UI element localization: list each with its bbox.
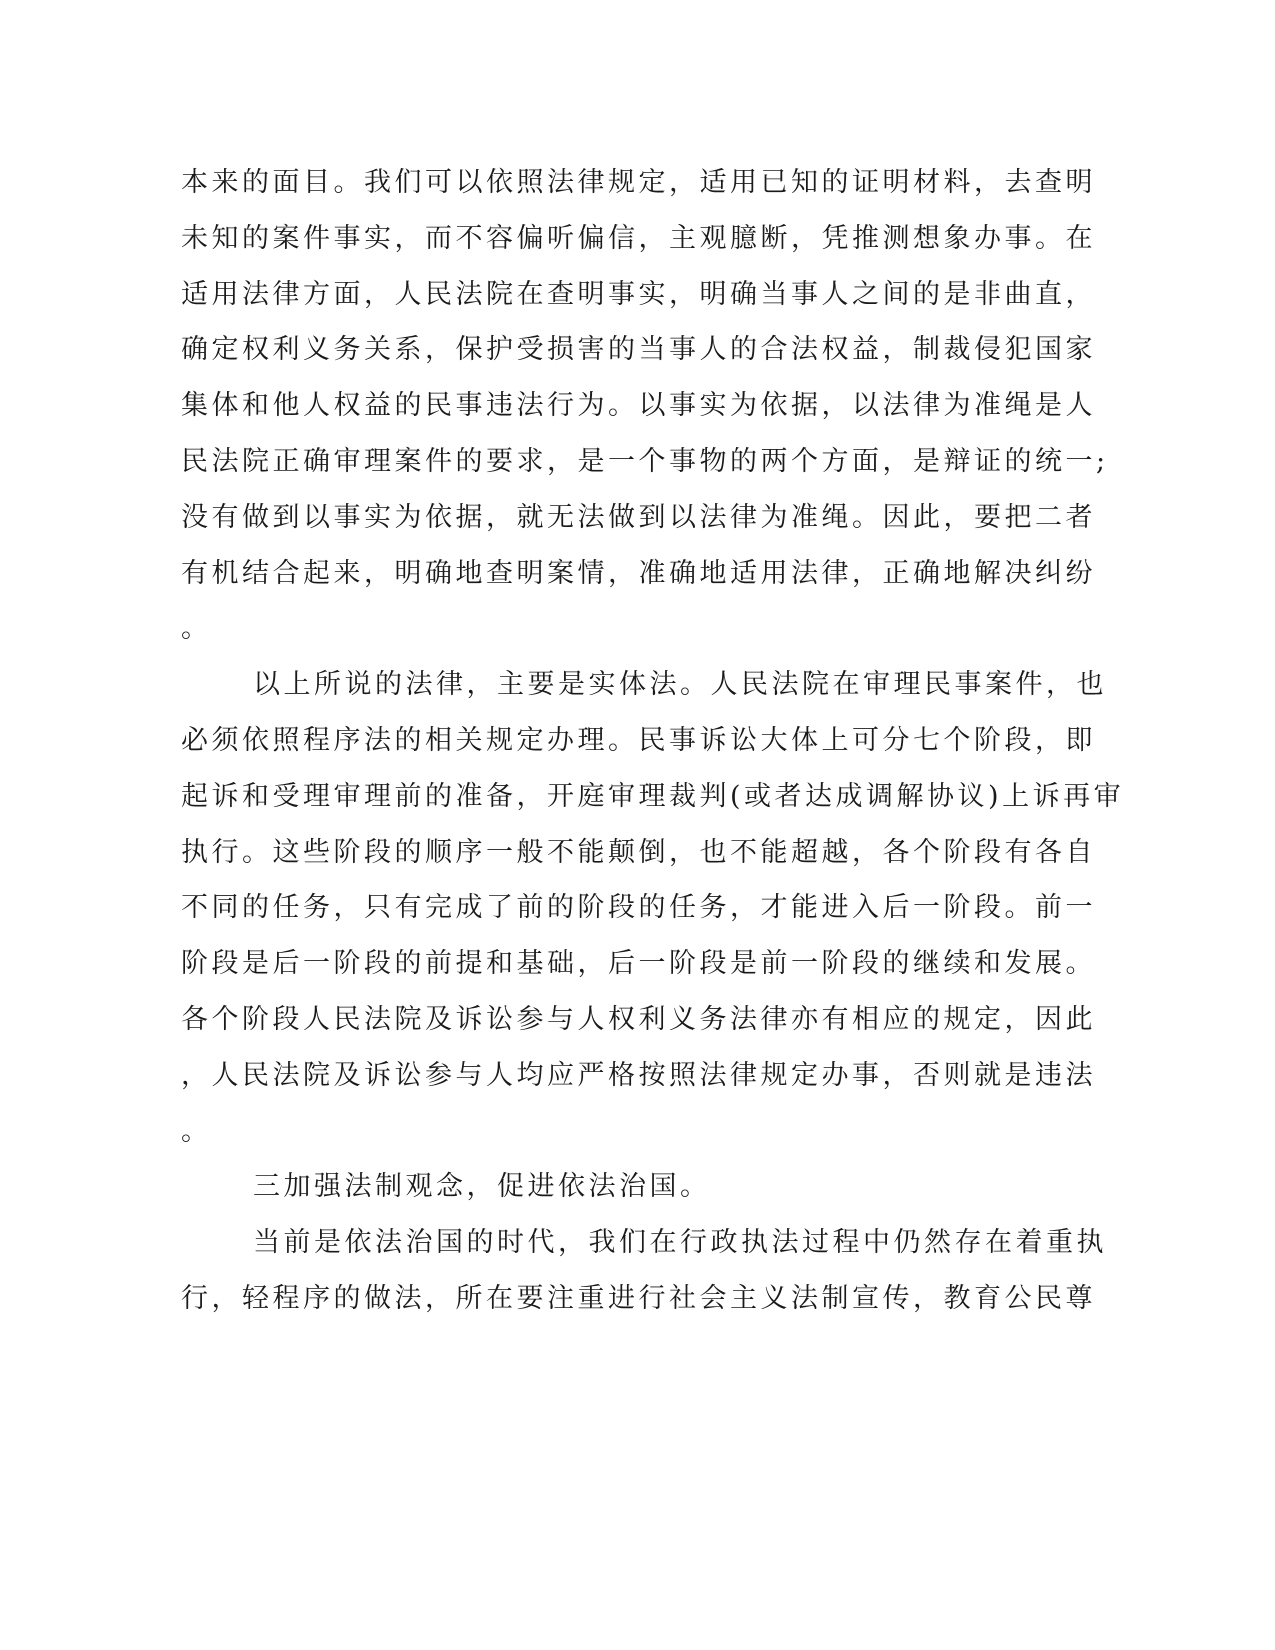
text-line: 确定权利义务关系，保护受损害的当事人的合法权益，制裁侵犯国家 xyxy=(181,334,1096,366)
document-body xyxy=(181,155,1125,1327)
text-line: 未知的案件事实，而不容偏听偏信，主观臆断，凭推测想象办事。在 xyxy=(181,222,1096,254)
text-line: 集体和他人权益的民事违法行为。以事实为依据，以法律为准绳是人 xyxy=(181,390,1096,422)
text-line: 民法院正确审理案件的要求，是一个事物的两个方面，是辩证的统一; xyxy=(181,445,1109,477)
text-line: 阶段是后一阶段的前提和基础，后一阶段是前一阶段的继续和发展。 xyxy=(181,948,1096,980)
text-line: 行，轻程序的做法，所在要注重进行社会主义法制宣传，教育公民尊 xyxy=(181,1282,1096,1314)
text-line: 起诉和受理审理前的准备，开庭审理裁判(或者达成调解协议)上诉再审 xyxy=(181,780,1125,812)
text-line: 。 xyxy=(181,1115,212,1147)
text-line: 有机结合起来，明确地查明案情，准确地适用法律，正确地解决纠纷 xyxy=(181,557,1096,589)
text-line: ，人民法院及诉讼参与人均应严格按照法律规定办事，否则就是违法 xyxy=(181,1059,1096,1091)
text-line: 本来的面目。我们可以依照法律规定，适用已知的证明材料，去查明 xyxy=(181,167,1096,198)
section-heading: 三加强法制观念，促进依法治国。 xyxy=(253,1171,711,1203)
text-line: 。 xyxy=(181,613,212,645)
paragraph-start-line: 当前是依法治国的时代，我们在行政执法过程中仍然存在着重执 xyxy=(253,1227,1107,1259)
text-line: 适用法律方面，人民法院在查明事实，明确当事人之间的是非曲直， xyxy=(181,278,1096,310)
text-line: 不同的任务，只有完成了前的阶段的任务，才能进入后一阶段。前一 xyxy=(181,892,1096,924)
text-line: 各个阶段人民法院及诉讼参与人权利义务法律亦有相应的规定，因此 xyxy=(181,1003,1096,1035)
text-line: 执行。这些阶段的顺序一般不能颠倒，也不能超越，各个阶段有各自 xyxy=(181,836,1096,868)
text-line: 没有做到以事实为依据，就无法做到以法律为准绳。因此，要把二者 xyxy=(181,501,1096,533)
text-line: 必须依照程序法的相关规定办理。民事诉讼大体上可分七个阶段，即 xyxy=(181,724,1096,756)
paragraph-start-line: 以上所说的法律，主要是实体法。人民法院在审理民事案件，也 xyxy=(253,669,1107,701)
